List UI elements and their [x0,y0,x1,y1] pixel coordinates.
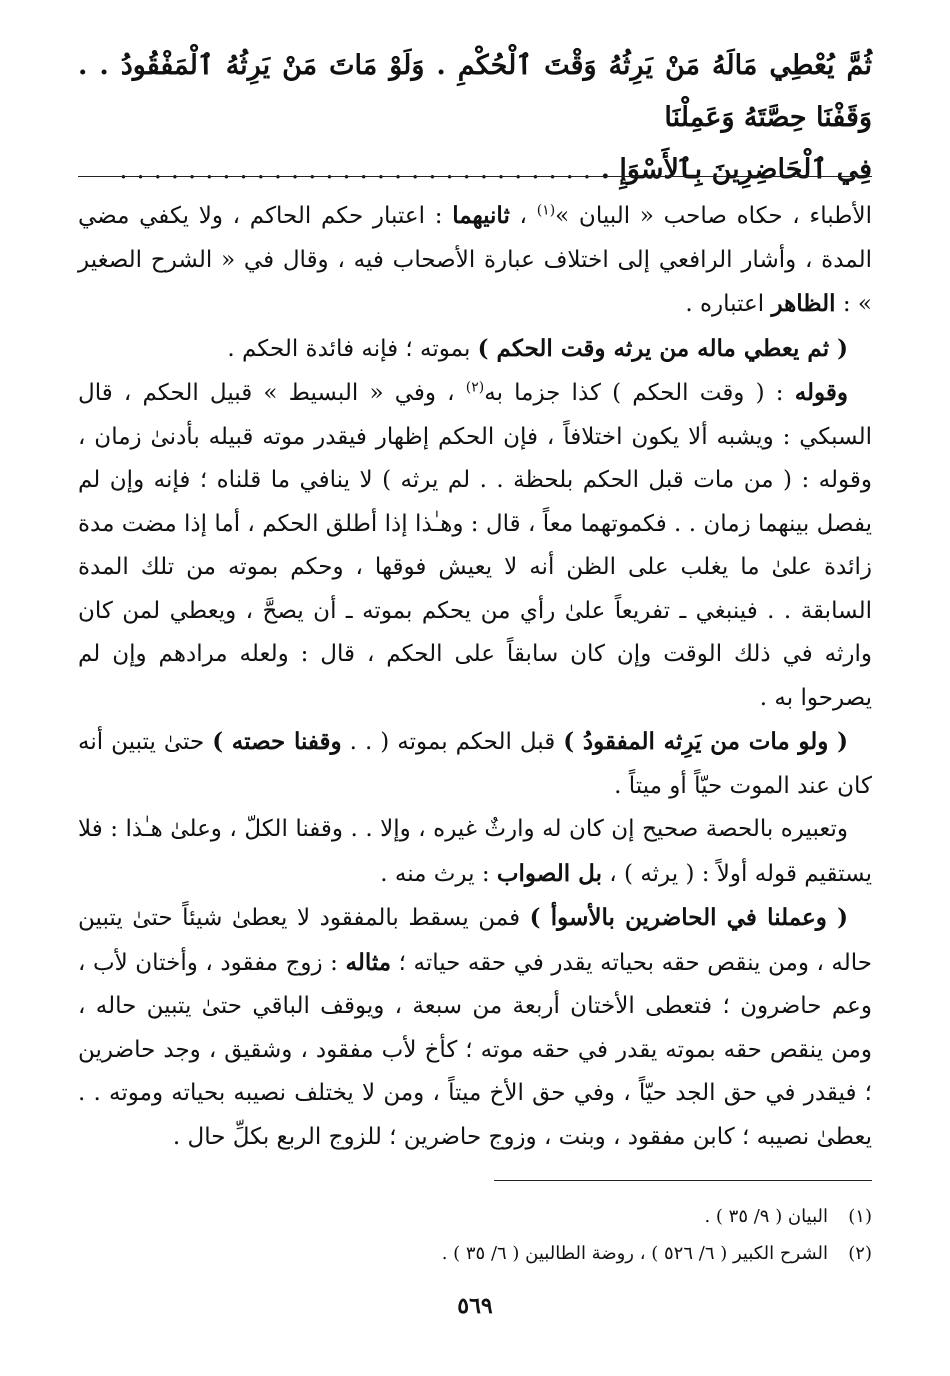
p4-text-a: قبل الحكم بموته ( . . [341,729,564,755]
p1-bold-2: الظاهر [771,290,836,317]
matn-text-block [78,40,872,196]
p2-text: بموته ؛ فإنه فائدة الحكم . [227,335,478,362]
footnote-text: الشرح الكبير ( ٦/ ٥٢٦ ) ، روضة الطالبين ( ٦/ ٣٥ ) . [441,1243,828,1264]
sharh-paragraph-6 [78,896,872,1159]
p4-bold-1: ( ولو مات من يَرِثه المفقودُ ) [563,728,848,755]
matn-line-2-text: فِي ٱلْحَاضِرِينَ بِٱلأَسْوَإِ . [600,154,872,185]
footnote-number: (٢) [848,1243,872,1264]
p3-text-a: : ( وقت الحكم ) كذا جزما به [484,380,795,406]
footnotes-block [78,1198,872,1272]
footnote-number: (١) [848,1206,872,1227]
sharh-paragraph-2 [78,327,872,372]
p6-text-a: فمن يسقط بالمفقود لا يعطىٰ شيئاً حتىٰ يتبين حاله ، ومن ينقص حقه بحياته يقدر في حقه حياته ؛ [78,905,872,976]
p4-bold-2: وقفنا حصته ) [212,728,342,755]
p3-bold: وقوله [794,379,849,406]
footnote-item [78,1235,872,1272]
p2-bold: ( ثم يعطي ماله من يرثه وقت الحكم ) [477,334,848,362]
p6-bold-1: ( وعملنا في الحاضرين بالأسوأ ) [529,904,849,931]
sharh-paragraph-3 [78,371,872,720]
p6-text-b: : زوج مفقود ، وأختان لأب ، وعم حاضرون ؛ فتعطى الأختان أربعة من سبعة ، ويوقف الباقي حتىٰ يتبين حاله ، ومن ينقص حقه بموته يقدر في حقه موته ؛ كأخ لأب مفقود ، وشقيق ، وجد حاضرين ؛ فيقدر في حق الجد حيّاً ، وفي حق الأخ ميتاً ، ومن لا يختلف نصيبه بحياته وموته . . يعطىٰ نصيبه ؛ كابن مفقود ، وبنت ، وزوج حاضرين ؛ للزوج الربع بكلِّ حال . [78,949,872,1150]
p6-bold-2: مثاله [345,948,392,976]
p1-bold-1: ثانيهما [452,202,510,229]
sharh-text-block [78,194,872,1159]
matn-line-2 [78,144,872,196]
p4-text-b: حتىٰ يتبين أنه كان عند الموت حيّاً أو ميتاً . [78,729,872,799]
footnote-separator-rule [494,1180,872,1181]
p5-bold: بل الصواب [496,859,602,887]
p5-text-b: : يرث منه . [380,860,497,887]
p1-text-a: الأطباء ، حكاه صاحب « البيان » [555,203,872,229]
page-number: ٥٦٩ [457,1293,493,1319]
sharh-paragraph-1 [78,194,872,327]
footnote-ref-2[interactable]: (٢) [465,379,485,396]
matn-line-2-dots: . . . . . . . . . . . . . . . . . . . . . . . . . . . . [119,154,592,185]
matn-separator-rule [78,176,872,177]
sharh-paragraph-4 [78,720,872,808]
matn-line-1: ثُمَّ يُعْطِي مَالَهُ مَنْ يَرِثُهُ وَقْتَ ٱلْحُكْمِ . وَلَوْ مَاتَ مَنْ يَرِثُهُ ٱلْمَفْقُودُ . . وَقَفْنَا حِصَّتَهُ وَعَمِلْنَا [78,50,872,133]
p1-text-b: ، [509,203,537,229]
sharh-paragraph-5 [78,808,872,896]
footnote-text: البيان ( ٩/ ٣٥ ) . [704,1206,828,1227]
footnote-ref-1[interactable]: (١) [536,202,556,219]
p1-text-d: اعتباره . [685,291,772,317]
p1-text-c: : اعتبار حكم الحاكم ، ولا يكفي مضي المدة ، وأشار الرافعي إلى اختلاف عبارة الأصحاب فيه ، وقال في « الشرح الصغير » : [78,203,872,317]
footnote-item [78,1198,872,1235]
p5-text-a: وتعبيره بالحصة صحيح إن كان له وارثٌ غيره ، وإلا . . وقفنا الكلّ ، وعلىٰ هـٰذا : فلا يستقيم قوله أولاً : ( يرثه ) ، [78,816,872,887]
p3-text-b: ، وفي « البسيط » قبيل الحكم ، قال السبكي : ويشبه ألا يكون اختلافاً ، فإن الحكم إظهار فيقدر موته قبيله بأدنىٰ زمان ، وقوله : ( من مات قبل الحكم بلحظة . . لم يرثه ) لا ينافي ما قلناه ؛ فإنه وإن لم يفصل بينهما زمان . . فكموتهما معاً ، قال : وهـٰذا إذا أطلق الحكم ، أما إذا مضت مدة زائدة علىٰ ما يغلب على الظن أنه لا يعيش فوقها ، وحكم بموته من تلك المدة السابقة . . فينبغي ـ تفريعاً علىٰ رأي من يحكم بموته ـ أن يصحَّ ، ويعطي لمن كان وارثه في ذلك الوقت وإن كان سابقاً على الحكم ، قال : ولعله مرادهم وإن لم يصرحوا به . [78,380,872,711]
